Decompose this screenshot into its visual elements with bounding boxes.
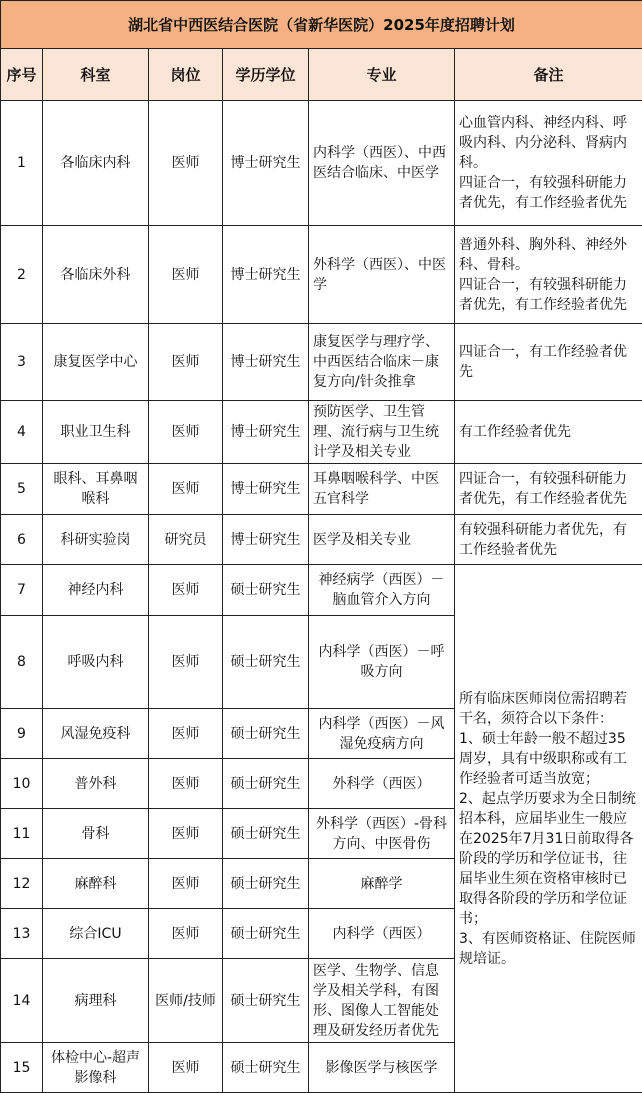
row-major: 神经病学（西医）－脑血管介入方向 — [309, 565, 455, 616]
row-edu: 博士研究生 — [223, 464, 309, 515]
row-edu: 博士研究生 — [223, 226, 309, 324]
row-major: 内科学（西医）－风湿免疫病方向 — [309, 709, 455, 759]
row-edu: 博士研究生 — [223, 401, 309, 464]
header-edu: 学历学位 — [223, 49, 309, 101]
row-dept: 眼科、耳鼻咽喉科 — [43, 464, 149, 515]
row-dept: 各临床内科 — [43, 101, 149, 226]
header-dept: 科室 — [43, 49, 149, 101]
row-post: 医师 — [149, 324, 223, 401]
table-row — [1, 226, 642, 324]
row-note: 心血管内科、神经内科、呼吸内科、内分泌科、肾病内科。 四证合一，有较强科研能力者优先，有工作经验者优先 — [455, 101, 642, 226]
row-dept: 骨科 — [43, 809, 149, 859]
row-no: 2 — [1, 226, 43, 324]
row-no: 11 — [1, 809, 43, 859]
row-dept: 各临床外科 — [43, 226, 149, 324]
row-note: 有工作经验者优先 — [455, 401, 642, 464]
row-post: 医师 — [149, 1043, 223, 1093]
row-no: 5 — [1, 464, 43, 515]
row-post: 医师 — [149, 709, 223, 759]
row-edu: 博士研究生 — [223, 324, 309, 401]
row-edu: 硕士研究生 — [223, 616, 309, 709]
row-post: 医师 — [149, 101, 223, 226]
row-no: 3 — [1, 324, 43, 401]
table-row — [1, 101, 642, 226]
row-post: 医师 — [149, 616, 223, 709]
row-note: 四证合一，有工作经验者优先 — [455, 324, 642, 401]
row-no: 13 — [1, 909, 43, 959]
row-post: 医师 — [149, 759, 223, 809]
row-note: 有较强科研能力者优先，有工作经验者优先 — [455, 515, 642, 565]
header-no: 序号 — [1, 49, 43, 101]
row-post: 医师 — [149, 565, 223, 616]
row-major: 预防医学、卫生管理、流行病与卫生统计学及相关专业 — [309, 401, 455, 464]
row-no: 12 — [1, 859, 43, 909]
row-dept: 风湿免疫科 — [43, 709, 149, 759]
header-note: 备注 — [455, 49, 642, 101]
row-post: 医师 — [149, 401, 223, 464]
row-major: 医学、生物学、信息学及相关学科，有图形、图像人工智能处理及研发经历者优先 — [309, 959, 455, 1043]
row-no: 1 — [1, 101, 43, 226]
row-major: 外科学（西医） — [309, 759, 455, 809]
row-no: 10 — [1, 759, 43, 809]
table-title: 湖北省中西医结合医院（省新华医院）2025年度招聘计划 — [1, 1, 642, 49]
row-edu: 硕士研究生 — [223, 809, 309, 859]
row-major: 外科学（西医）、中医学 — [309, 226, 455, 324]
table-row — [1, 515, 642, 565]
row-major: 外科学（西医）-骨科方向、中医骨伤 — [309, 809, 455, 859]
merged-note: 所有临床医师岗位需招聘若干名，须符合以下条件： 1、硕士年龄一般不超过35周岁，具有中级职称或有工作经验者可适当放宽； 2、起点学历要求为全日制统招本科，应届毕业生一般应在2025年7月31日前取得各阶段的学历和学位证书，往届毕业生须在资格审核时已取得各阶段的学历和学位证书； 3、有医师资格证、住院医师规培证。 — [455, 565, 642, 1093]
row-edu: 硕士研究生 — [223, 759, 309, 809]
header-post: 岗位 — [149, 49, 223, 101]
header-major: 专业 — [309, 49, 455, 101]
row-note: 普通外科、胸外科、神经外科、骨科。 四证合一，有较强科研能力者优先，有工作经验者优先 — [455, 226, 642, 324]
row-dept: 康复医学中心 — [43, 324, 149, 401]
row-no: 14 — [1, 959, 43, 1043]
row-dept: 科研实验岗 — [43, 515, 149, 565]
table-row — [1, 565, 642, 616]
row-post: 医师 — [149, 859, 223, 909]
row-edu: 硕士研究生 — [223, 959, 309, 1043]
row-major: 耳鼻咽喉科学、中医五官科学 — [309, 464, 455, 515]
header-row — [1, 49, 642, 101]
row-edu: 硕士研究生 — [223, 565, 309, 616]
row-dept: 体检中心-超声影像科 — [43, 1043, 149, 1093]
row-major: 内科学（西医） — [309, 909, 455, 959]
row-edu: 博士研究生 — [223, 101, 309, 226]
row-major: 医学及相关专业 — [309, 515, 455, 565]
row-post: 医师/技师 — [149, 959, 223, 1043]
row-no: 8 — [1, 616, 43, 709]
row-edu: 硕士研究生 — [223, 909, 309, 959]
row-post: 医师 — [149, 909, 223, 959]
row-post: 医师 — [149, 226, 223, 324]
row-dept: 神经内科 — [43, 565, 149, 616]
table-row — [1, 401, 642, 464]
row-no: 15 — [1, 1043, 43, 1093]
row-no: 9 — [1, 709, 43, 759]
row-post: 医师 — [149, 464, 223, 515]
row-major: 麻醉学 — [309, 859, 455, 909]
table-row — [1, 464, 642, 515]
row-edu: 博士研究生 — [223, 515, 309, 565]
row-edu: 硕士研究生 — [223, 709, 309, 759]
row-post: 研究员 — [149, 515, 223, 565]
row-major: 康复医学与理疗学、中西医结合临床－康复方向/针灸推拿 — [309, 324, 455, 401]
row-post: 医师 — [149, 809, 223, 859]
row-dept: 病理科 — [43, 959, 149, 1043]
row-dept: 综合ICU — [43, 909, 149, 959]
table-row — [1, 324, 642, 401]
row-note: 四证合一，有较强科研能力者优先，有工作经验者优先 — [455, 464, 642, 515]
row-dept: 麻醉科 — [43, 859, 149, 909]
row-major: 内科学（西医）－呼吸方向 — [309, 616, 455, 709]
row-dept: 职业卫生科 — [43, 401, 149, 464]
row-no: 6 — [1, 515, 43, 565]
row-edu: 硕士研究生 — [223, 859, 309, 909]
row-major: 内科学（西医）、中西医结合临床、中医学 — [309, 101, 455, 226]
row-edu: 硕士研究生 — [223, 1043, 309, 1093]
row-no: 7 — [1, 565, 43, 616]
row-dept: 普外科 — [43, 759, 149, 809]
row-dept: 呼吸内科 — [43, 616, 149, 709]
row-major: 影像医学与核医学 — [309, 1043, 455, 1093]
row-no: 4 — [1, 401, 43, 464]
